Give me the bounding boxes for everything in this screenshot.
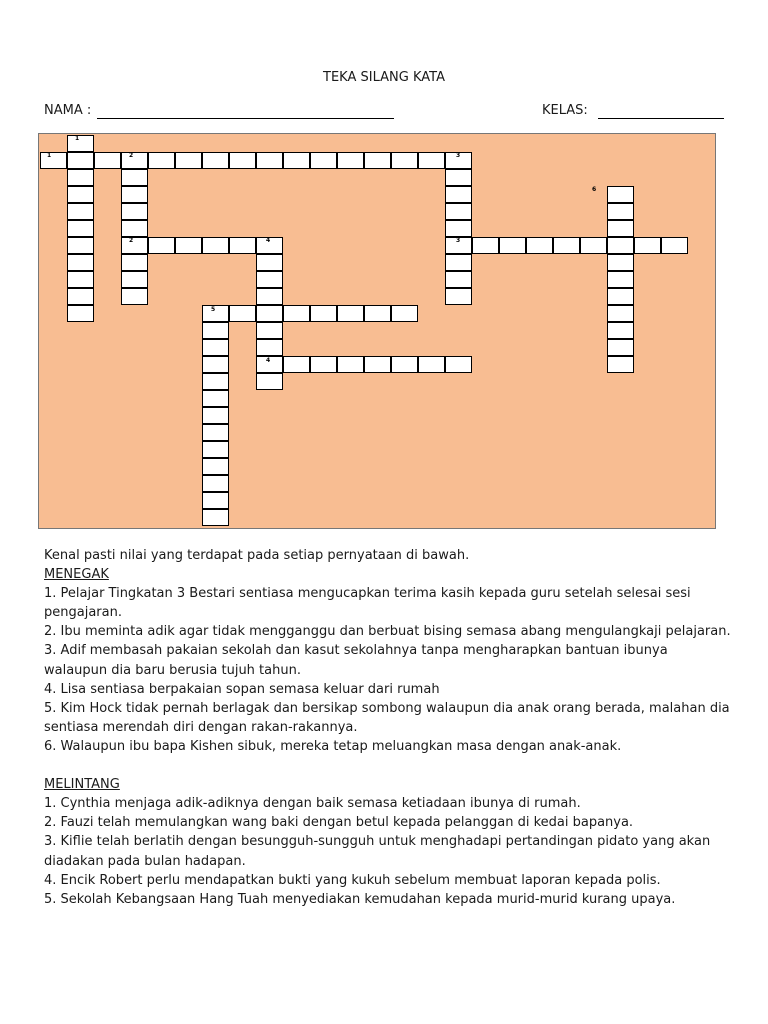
- grid-cell[interactable]: [229, 237, 256, 254]
- grid-cell[interactable]: [607, 339, 634, 356]
- clue-number-across-4: 4: [266, 357, 271, 364]
- clue-number-down-4: 4: [266, 237, 271, 244]
- grid-cell[interactable]: [337, 305, 364, 322]
- grid-cell[interactable]: [229, 152, 256, 169]
- grid-cell[interactable]: [202, 237, 229, 254]
- grid-cell[interactable]: [283, 356, 310, 373]
- grid-cell[interactable]: [256, 305, 283, 322]
- grid-cell[interactable]: [364, 305, 391, 322]
- grid-cell[interactable]: [202, 509, 229, 526]
- down-clue-4: 4. Lisa sentiasa berpakaian sopan semasa keluar dari rumah: [44, 681, 440, 697]
- instructions-intro: Kenal pasti nilai yang terdapat pada setiap pernyataan di bawah.: [44, 548, 470, 563]
- across-clue-3: 3. Kiflie telah berlatih dengan besungguh-sungguh untuk menghadapi pertandingan pidato yang akan diadakan pada bulan hadapan.: [44, 834, 711, 869]
- grid-cell[interactable]: [202, 339, 229, 356]
- grid-cell[interactable]: [121, 220, 148, 237]
- name-label: NAMA :: [44, 103, 92, 118]
- grid-cell[interactable]: [256, 254, 283, 271]
- grid-cell[interactable]: [121, 237, 148, 254]
- grid-cell[interactable]: [445, 288, 472, 305]
- grid-cell[interactable]: [499, 237, 526, 254]
- grid-cell[interactable]: [148, 152, 175, 169]
- grid-cell[interactable]: [472, 237, 499, 254]
- clue-number-down-2: 2: [129, 152, 134, 159]
- grid-cell[interactable]: [121, 288, 148, 305]
- grid-cell[interactable]: [337, 152, 364, 169]
- down-clue-1: 1. Pelajar Tingkatan 3 Bestari sentiasa mengucapkan terima kasih kepada guru setelah selesai sesi pengajaran.: [44, 586, 691, 621]
- grid-cell[interactable]: [67, 220, 94, 237]
- grid-cell[interactable]: [607, 288, 634, 305]
- clue-number-across-2: 2: [129, 237, 134, 244]
- grid-cell[interactable]: [67, 271, 94, 288]
- clue-number-down-6: 6: [592, 186, 597, 193]
- grid-cell[interactable]: [67, 135, 94, 152]
- clue-number-down-5: 5: [211, 306, 216, 313]
- down-heading: MENEGAK: [44, 567, 109, 583]
- grid-cell[interactable]: [445, 271, 472, 288]
- grid-cell[interactable]: [175, 152, 202, 169]
- grid-cell[interactable]: [202, 458, 229, 475]
- clue-number-across-1: 1: [47, 152, 52, 159]
- grid-cell[interactable]: [526, 237, 553, 254]
- grid-cell[interactable]: [391, 305, 418, 322]
- grid-cell[interactable]: [202, 305, 229, 322]
- grid-cell[interactable]: [607, 305, 634, 322]
- clue-number-across-3: 3: [456, 237, 461, 244]
- down-clue-5: 5. Kim Hock tidak pernah berlagak dan bersikap sombong walaupun dia anak orang berada, malahan dia sentiasa merendah diri dengan rakan-rakannya.: [44, 700, 730, 735]
- grid-cell[interactable]: [607, 271, 634, 288]
- down-clue-3: 3. Adif membasah pakaian sekolah dan kasut sekolahnya tanpa mengharapkan bantuan ibunya walaupun dia baru berusia tujuh tahun.: [44, 643, 668, 678]
- grid-cell[interactable]: [121, 203, 148, 220]
- class-input-line[interactable]: [598, 118, 724, 119]
- across-clue-1: 1. Cynthia menjaga adik-adiknya dengan baik semasa ketiadaan ibunya di rumah.: [44, 796, 581, 812]
- grid-cell[interactable]: [202, 407, 229, 424]
- grid-cell[interactable]: [67, 186, 94, 203]
- grid-cell[interactable]: [256, 152, 283, 169]
- grid-cell[interactable]: [202, 356, 229, 373]
- grid-cell[interactable]: [310, 152, 337, 169]
- grid-cell[interactable]: [391, 152, 418, 169]
- clue-number-down-3: 3: [456, 152, 461, 159]
- grid-cell[interactable]: [445, 220, 472, 237]
- grid-cell[interactable]: [607, 186, 634, 203]
- grid-cell[interactable]: [580, 237, 607, 254]
- grid-cell[interactable]: [67, 305, 94, 322]
- grid-cell[interactable]: [256, 271, 283, 288]
- grid-cell[interactable]: [256, 288, 283, 305]
- grid-cell[interactable]: [202, 152, 229, 169]
- grid-cell[interactable]: [67, 254, 94, 271]
- grid-cell[interactable]: [175, 237, 202, 254]
- grid-cell[interactable]: [634, 237, 661, 254]
- grid-cell[interactable]: [607, 237, 634, 254]
- worksheet-title: TEKA SILANG KATA: [323, 70, 445, 85]
- grid-cell[interactable]: [418, 356, 445, 373]
- grid-cell[interactable]: [607, 220, 634, 237]
- grid-cell[interactable]: [121, 271, 148, 288]
- grid-cell[interactable]: [202, 441, 229, 458]
- name-input-line[interactable]: [97, 118, 394, 119]
- grid-cell[interactable]: [445, 254, 472, 271]
- grid-cell[interactable]: [67, 169, 94, 186]
- across-clue-2: 2. Fauzi telah memulangkan wang baki dengan betul kepada pelanggan di kedai bapanya.: [44, 815, 634, 831]
- grid-cell[interactable]: [607, 254, 634, 271]
- grid-cell[interactable]: [202, 390, 229, 407]
- grid-cell[interactable]: [202, 322, 229, 339]
- across-heading: MELINTANG: [44, 777, 120, 793]
- grid-cell[interactable]: [121, 152, 148, 169]
- clue-list: [44, 546, 734, 909]
- grid-cell[interactable]: [202, 492, 229, 509]
- down-clue-2: 2. Ibu meminta adik agar tidak mengganggu dan berbuat bising semasa abang mengulangkaji pelajaran.: [44, 624, 731, 640]
- grid-cell[interactable]: [661, 237, 688, 254]
- grid-cell[interactable]: [94, 152, 121, 169]
- grid-cell[interactable]: [445, 186, 472, 203]
- grid-cell[interactable]: [310, 305, 337, 322]
- grid-cell[interactable]: [256, 322, 283, 339]
- class-label: KELAS:: [542, 103, 588, 118]
- grid-cell[interactable]: [121, 254, 148, 271]
- grid-cell[interactable]: [553, 237, 580, 254]
- grid-cell[interactable]: [418, 152, 445, 169]
- grid-cell[interactable]: [607, 356, 634, 373]
- grid-cell[interactable]: [148, 237, 175, 254]
- grid-cell[interactable]: [364, 152, 391, 169]
- grid-cell[interactable]: [310, 356, 337, 373]
- grid-cell[interactable]: [391, 356, 418, 373]
- grid-cell[interactable]: [607, 203, 634, 220]
- grid-cell[interactable]: [67, 237, 94, 254]
- grid-cell[interactable]: [121, 186, 148, 203]
- grid-cell[interactable]: [67, 203, 94, 220]
- grid-cell[interactable]: [121, 169, 148, 186]
- grid-cell[interactable]: [256, 339, 283, 356]
- grid-cell[interactable]: [202, 373, 229, 390]
- grid-cell[interactable]: [607, 322, 634, 339]
- clue-number-down-1: 1: [75, 135, 80, 142]
- down-clue-6: 6. Walaupun ibu bapa Kishen sibuk, mereka tetap meluangkan masa dengan anak-anak.: [44, 738, 622, 754]
- grid-cell[interactable]: [202, 475, 229, 492]
- grid-cell[interactable]: [256, 373, 283, 390]
- across-clue-4: 4. Encik Robert perlu mendapatkan bukti yang kukuh sebelum membuat laporan kepada polis.: [44, 872, 661, 888]
- grid-cell[interactable]: [202, 424, 229, 441]
- grid-cell[interactable]: [445, 169, 472, 186]
- grid-cell[interactable]: [283, 305, 310, 322]
- grid-cell[interactable]: [445, 203, 472, 220]
- grid-cell[interactable]: [40, 152, 67, 169]
- grid-cell[interactable]: [67, 288, 94, 305]
- crossword-board: [38, 133, 716, 529]
- grid-cell[interactable]: [283, 152, 310, 169]
- grid-cell[interactable]: [445, 356, 472, 373]
- grid-cell[interactable]: [337, 356, 364, 373]
- grid-cell[interactable]: [67, 152, 94, 169]
- across-clue-5: 5. Sekolah Kebangsaan Hang Tuah menyediakan kemudahan kepada murid-murid kurang upaya.: [44, 891, 676, 907]
- grid-cell[interactable]: [229, 305, 256, 322]
- grid-cell[interactable]: [364, 356, 391, 373]
